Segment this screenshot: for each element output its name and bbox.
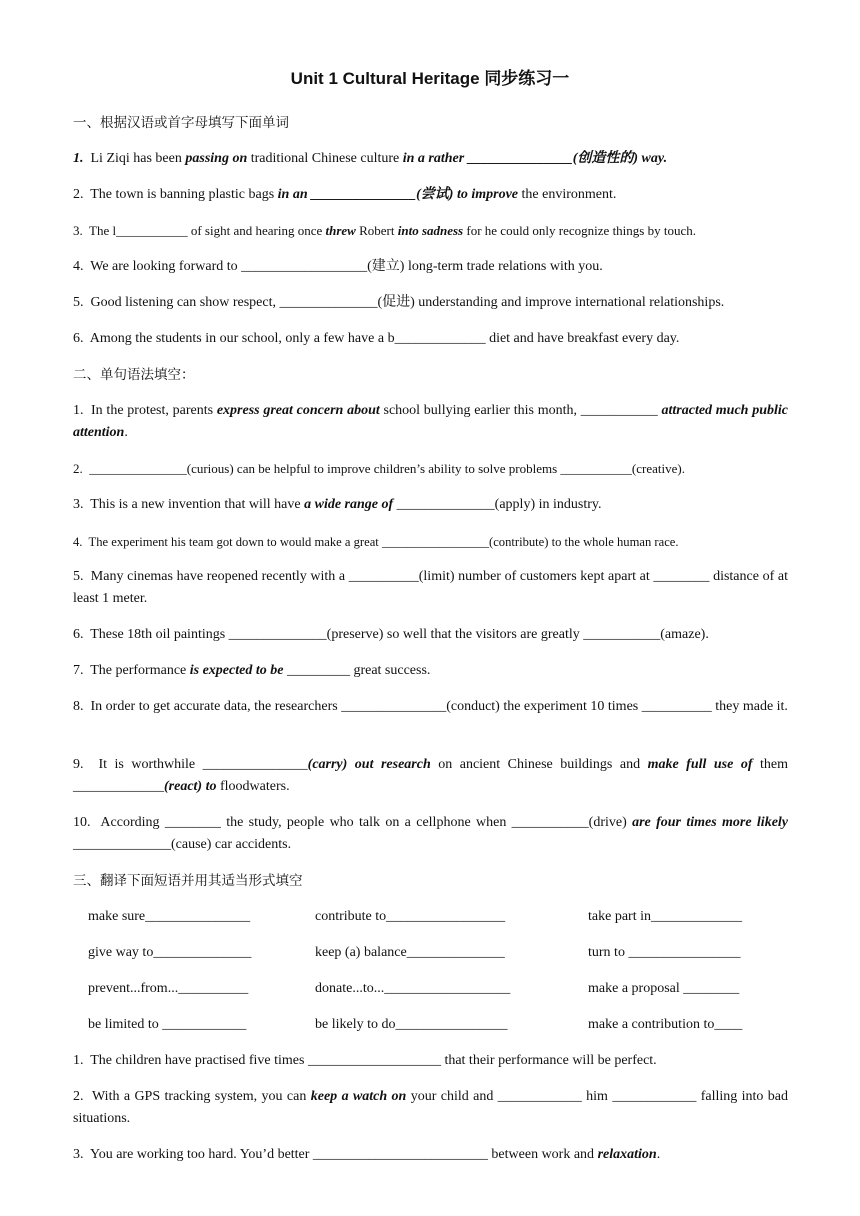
s1-question-5: 5. Good listening can show respect, ______________(促进) understanding and improve international relationships.	[73, 295, 725, 310]
s2-question-4: 4. The experiment his team got down to would make a great _________________(contribute) to the whole human race.	[73, 535, 679, 549]
phrase-make-a-proposal: make a proposal ________	[588, 981, 740, 996]
s1-question-4: 4. We are looking forward to __________________(建立) long-term trade relations with you.	[73, 259, 603, 274]
phrase-be-likely-to-do: be likely to do________________	[315, 1017, 508, 1032]
phrase-turn-to: turn to ________________	[588, 945, 741, 960]
s3-question-2: 2. With a GPS tracking system, you can keep a watch on your child and ____________ him ____________ falling into bad situations.	[73, 1089, 789, 1126]
phrase-make-a-contribution-to: make a contribution to____	[588, 1017, 743, 1032]
phrase-give-way-to: give way to______________	[88, 945, 252, 960]
s3-question-1: 1. The children have practised five times ___________________ that their performance will be perfect.	[73, 1053, 657, 1068]
s1-question-6: 6. Among the students in our school, only a few have a b_____________ diet and have breakfast every day.	[73, 331, 680, 346]
s2-question-5: 5. Many cinemas have reopened recently with a __________(limit) number of customers kept apart at ________ distance of at least 1 meter.	[73, 569, 788, 606]
s2-question-3: 3. This is a new invention that will have a wide range of ______________(apply) in industry.	[73, 497, 602, 512]
phrase-prevent-from: prevent...from...__________	[88, 981, 249, 996]
s2-question-6: 6. These 18th oil paintings ______________(preserve) so well that the visitors are greatly ___________(amaze).	[73, 627, 709, 642]
phrase-donate-to: donate...to...__________________	[315, 981, 511, 996]
s2-question-8: 8. In order to get accurate data, the researchers _______________(conduct) the experiment 10 times __________ they made it.	[73, 699, 788, 714]
phrase-contribute-to: contribute to_________________	[315, 909, 506, 924]
s2-question-10: 10. According ________ the study, people who talk on a cellphone when ___________(drive) are four times more likely ______________(cause) car accidents.	[73, 815, 789, 852]
s2-question-9: 9. It is worthwhile _______________(carry) out research on ancient Chinese buildings and make full use of them _____________(react) to floodwaters.	[73, 757, 789, 794]
s1-question-3: 3. The l___________ of sight and hearing once threw Robert into sadness for he could only recognize things by touch.	[73, 223, 696, 238]
s2-question-2: 2. _______________(curious) can be helpful to improve children’s ability to solve problems ___________(creative).	[73, 461, 685, 476]
s2-question-7: 7. The performance is expected to be _________ great success.	[73, 663, 431, 678]
section2-heading: 二、单句语法填空：	[73, 367, 195, 383]
phrase-take-part-in: take part in_____________	[588, 909, 742, 924]
page-title: Unit 1 Cultural Heritage 同步练习一	[290, 69, 570, 88]
phrase-keep-balance: keep (a) balance______________	[315, 945, 505, 960]
s2-question-1: 1. In the protest, parents express great concern about school bullying earlier this month, ___________ attracted much public attention.	[73, 403, 789, 440]
section1-heading: 一、根据汉语或首字母填写下面单词	[73, 115, 289, 131]
s3-question-3: 3. You are working too hard. You’d better _________________________ between work and relaxation.	[73, 1147, 661, 1162]
section3-heading: 三、翻译下面短语并用其适当形式填空	[73, 873, 303, 889]
s1-question-1: 1. Li Ziqi has been passing on traditional Chinese culture in a rather _______________(创造性的) way.	[73, 151, 668, 166]
phrase-be-limited-to: be limited to ____________	[88, 1017, 247, 1032]
s1-question-2: 2. The town is banning plastic bags in an _______________(尝试) to improve the environment.	[73, 187, 617, 202]
phrase-make-sure: make sure_______________	[88, 909, 251, 924]
